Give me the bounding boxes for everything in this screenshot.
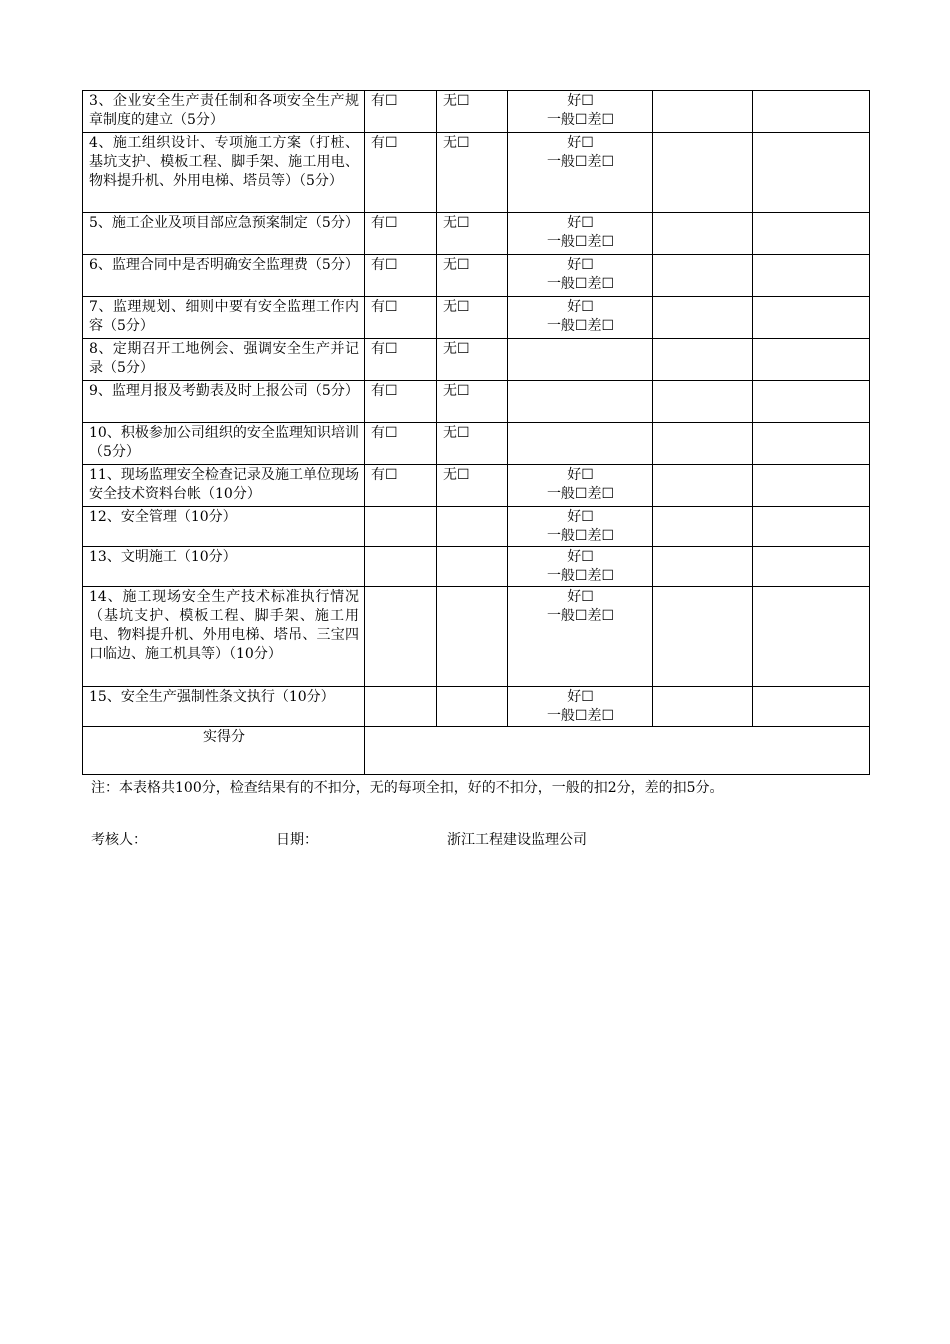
inspection-table [82,90,870,775]
score-row [83,727,870,775]
no-checkbox[interactable] [437,507,508,547]
rating-other: 一般☐差☐ [546,112,615,128]
item-cell: 9、监理月报及考勤表及时上报公司（5分） [83,381,365,423]
table-row [83,507,870,547]
result-cell[interactable] [653,133,753,213]
item-cell: 4、施工组织设计、专项施工方案（打桩、基坑支护、模板工程、脚手架、施工用电、物料提升机、外用电梯、塔员等）（5分） [83,133,365,213]
rating-good: 好☐ [567,257,594,273]
deduction-cell[interactable] [753,423,870,465]
no-checkbox[interactable]: 无☐ [437,297,508,339]
result-cell[interactable] [653,213,753,255]
no-checkbox[interactable] [437,547,508,587]
deduction-cell[interactable] [753,381,870,423]
item-cell: 7、监理规划、细则中要有安全监理工作内容（5分） [83,297,365,339]
rating-cell[interactable] [508,339,653,381]
yes-checkbox[interactable]: 有☐ [365,91,437,133]
rating-cell[interactable] [508,465,653,507]
deduction-cell[interactable] [753,255,870,297]
company-name: 浙江工程建设监理公司 [447,832,587,848]
item-cell: 11、现场监理安全检查记录及施工单位现场安全技术资料台帐（10分） [83,465,365,507]
table-row [83,547,870,587]
no-checkbox[interactable] [437,587,508,687]
deduction-cell[interactable] [753,507,870,547]
rating-cell[interactable] [508,547,653,587]
deduction-cell[interactable] [753,587,870,687]
table-row [83,687,870,727]
rating-cell[interactable] [508,587,653,687]
result-cell[interactable] [653,587,753,687]
rating-good: 好☐ [567,689,594,705]
result-cell[interactable] [653,255,753,297]
table-row [83,255,870,297]
result-cell[interactable] [653,507,753,547]
deduction-cell[interactable] [753,687,870,727]
yes-checkbox[interactable]: 有☐ [365,255,437,297]
no-checkbox[interactable] [437,687,508,727]
result-cell[interactable] [653,423,753,465]
rating-cell[interactable] [508,255,653,297]
deduction-cell[interactable] [753,339,870,381]
no-checkbox[interactable]: 无☐ [437,255,508,297]
rating-cell[interactable] [508,381,653,423]
yes-checkbox[interactable] [365,547,437,587]
yes-checkbox[interactable] [365,507,437,547]
rating-other: 一般☐差☐ [546,318,615,334]
assessor-label: 考核人： [91,832,147,848]
rating-cell[interactable] [508,297,653,339]
deduction-cell[interactable] [753,133,870,213]
table-row [83,91,870,133]
table-row [83,213,870,255]
rating-other: 一般☐差☐ [546,708,615,724]
no-checkbox[interactable]: 无☐ [437,381,508,423]
rating-cell[interactable] [508,423,653,465]
table-row [83,381,870,423]
yes-checkbox[interactable] [365,687,437,727]
yes-checkbox[interactable] [365,587,437,687]
rating-other: 一般☐差☐ [546,528,615,544]
no-checkbox[interactable]: 无☐ [437,213,508,255]
yes-checkbox[interactable]: 有☐ [365,465,437,507]
rating-cell[interactable] [508,213,653,255]
rating-other: 一般☐差☐ [546,568,615,584]
no-checkbox[interactable]: 无☐ [437,423,508,465]
rating-other: 一般☐差☐ [546,234,615,250]
table-row [83,339,870,381]
score-label: 实得分 [83,727,365,775]
rating-cell[interactable] [508,91,653,133]
result-cell[interactable] [653,381,753,423]
table-row [83,423,870,465]
rating-good: 好☐ [567,589,594,605]
deduction-cell[interactable] [753,297,870,339]
rating-other: 一般☐差☐ [546,154,615,170]
rating-good: 好☐ [567,299,594,315]
date-label: 日期： [276,832,318,848]
no-checkbox[interactable]: 无☐ [437,465,508,507]
yes-checkbox[interactable]: 有☐ [365,213,437,255]
yes-checkbox[interactable]: 有☐ [365,423,437,465]
rating-other: 一般☐差☐ [546,608,615,624]
item-cell: 6、监理合同中是否明确安全监理费（5分） [83,255,365,297]
result-cell[interactable] [653,547,753,587]
result-cell[interactable] [653,297,753,339]
rating-cell[interactable] [508,507,653,547]
scoring-note: 注：本表格共100分，检查结果有的不扣分，无的每项全扣，好的不扣分，一般的扣2分，差的扣5分。 [91,780,724,796]
rating-good: 好☐ [567,549,594,565]
no-checkbox[interactable]: 无☐ [437,91,508,133]
table-row [83,297,870,339]
yes-checkbox[interactable]: 有☐ [365,297,437,339]
deduction-cell[interactable] [753,213,870,255]
item-cell: 14、施工现场安全生产技术标准执行情况（基坑支护、模板工程、脚手架、施工用电、物料提升机、外用电梯、塔吊、三宝四口临边、施工机具等）（10分） [83,587,365,687]
rating-good: 好☐ [567,509,594,525]
score-value-cell[interactable] [365,727,870,775]
item-cell: 5、施工企业及项目部应急预案制定（5分） [83,213,365,255]
rating-good: 好☐ [567,93,594,109]
result-cell[interactable] [653,91,753,133]
item-cell: 3、企业安全生产责任制和各项安全生产规章制度的建立（5分） [83,91,365,133]
result-cell[interactable] [653,339,753,381]
item-cell: 15、安全生产强制性条文执行（10分） [83,687,365,727]
deduction-cell[interactable] [753,547,870,587]
rating-cell[interactable] [508,133,653,213]
rating-good: 好☐ [567,215,594,231]
item-cell: 12、安全管理（10分） [83,507,365,547]
rating-cell[interactable] [508,687,653,727]
deduction-cell[interactable] [753,91,870,133]
rating-other: 一般☐差☐ [546,486,615,502]
no-checkbox[interactable]: 无☐ [437,339,508,381]
result-cell[interactable] [653,687,753,727]
table-row [83,465,870,507]
table-row [83,133,870,213]
rating-good: 好☐ [567,135,594,151]
yes-checkbox[interactable]: 有☐ [365,133,437,213]
item-cell: 13、文明施工（10分） [83,547,365,587]
table-row [83,587,870,687]
item-cell: 10、积极参加公司组织的安全监理知识培训（5分） [83,423,365,465]
no-checkbox[interactable]: 无☐ [437,133,508,213]
result-cell[interactable] [653,465,753,507]
item-cell: 8、定期召开工地例会、强调安全生产并记录（5分） [83,339,365,381]
yes-checkbox[interactable]: 有☐ [365,381,437,423]
yes-checkbox[interactable]: 有☐ [365,339,437,381]
rating-good: 好☐ [567,467,594,483]
rating-other: 一般☐差☐ [546,276,615,292]
deduction-cell[interactable] [753,465,870,507]
